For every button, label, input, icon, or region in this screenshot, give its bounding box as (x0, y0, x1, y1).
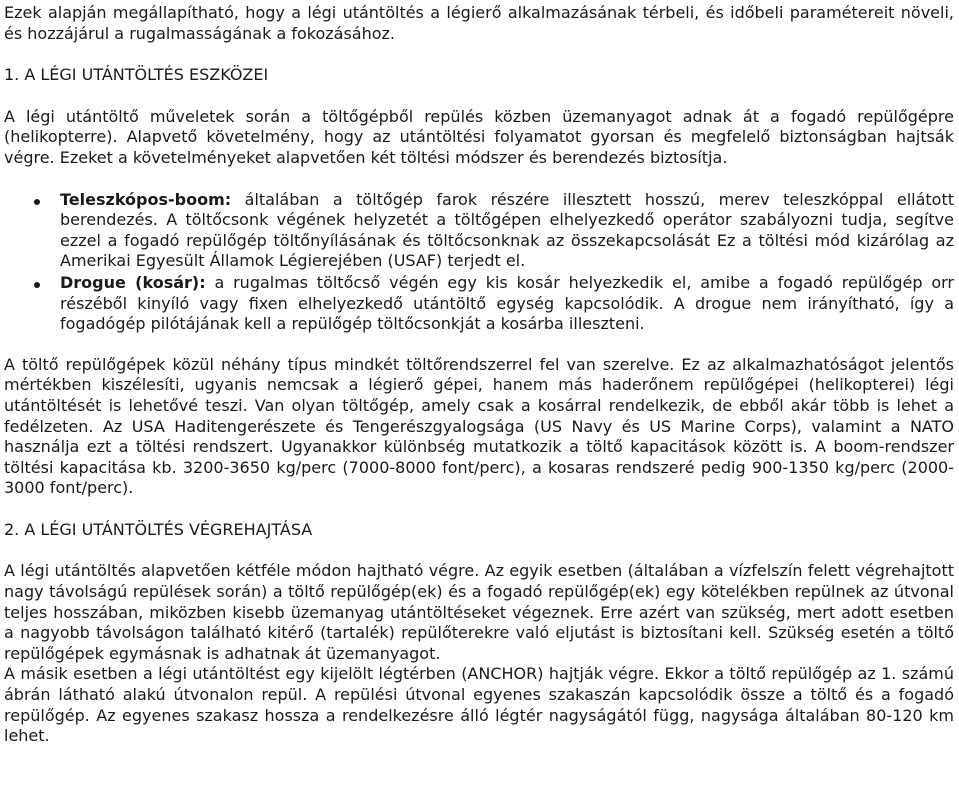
description-drogue: a rugalmas töltőcső végén egy kis kosár helyezkedik el, amibe a fogadó repülőgép orr részéből kinyíló vagy fixen elhelyezkedő utántöltő egység kapcsolódik. A drogue nem irányítható, így a fogadógép pilótájának kell a repülőgép töltőcsonkját a kosárba illeszteni. (60, 272, 954, 334)
refueling-methods-list (4, 190, 954, 335)
intro-paragraph: Ezek alapján megállapítható, hogy a légi utántöltés a légierő alkalmazásának térbeli, és időbeli paramétereit növeli, és hozzájárul a rugalmasságának a fokozásához. (4, 3, 954, 43)
term-drogue: Drogue (kosár): (60, 272, 206, 292)
list-item-drogue (4, 273, 954, 335)
bullet-icon (34, 282, 40, 288)
section1-paragraph-2: A töltő repülőgépek közül néhány típus mindkét töltőrendszerrel fel van szerelve. Ez az alkalmazhatóságot jelentős mértékben kiszélesíti, ugyanis nemcsak a légierő gépei, hanem más haderőnem repülőgépei (helikopterei) légi utántöltését is lehetővé teszi. Van olyan töltőgép, amely csak a kosárral rendelkezik, de ebből akár több is lehet a fedélzeten. Az USA Haditengerészete és Tengerészgyalogsága (US Navy és US Marine Corps), valamint a NATO használja ezt a töltési rendszert. Ugyanakkor különbség mutatkozik a töltő kapacitások között is. A boom-rendszer töltési kapacitása kb. 3200-3650 kg/perc (7000-8000 font/perc), a kosaras rendszeré pedig 900-1350 kg/perc (2000-3000 font/perc). (4, 354, 954, 498)
section2-paragraph-2: A másik esetben a légi utántöltést egy kijelölt légtérben (ANCHOR) hajtják végre. Ekkor a töltő repülőgép az 1. számú ábrán látható alakú útvonalon repül. A repülési útvonal egyenes szakaszán kapcsolódik össze a töltő és a fogadó repülőgép. Az egyenes szakasz hossza a rendelkezésre álló légtér nagyságától függ, nagysága általában 80-120 km lehet. (4, 664, 954, 746)
section1-paragraph-1: A légi utántöltő műveletek során a töltőgépből repülés közben üzemanyagot adnak át a fogadó repülőgépre (helikopterre). Alapvető követelmény, hogy az utántöltési folyamatot gyorsan és megfelelő biztonságban hajtsák végre. Ezeket a követelményeket alapvetően két töltési módszer és berendezés biztosítja. (4, 106, 954, 167)
term-boom: Teleszkópos-boom: (60, 189, 232, 209)
bullet-icon (34, 199, 40, 205)
document-page (4, 3, 954, 747)
description-boom: általában a töltőgép farok részére illesztett hosszú, merev teleszkóppal ellátott berendezés. A töltőcsonk végének helyzetét a töltőgépen elhelyezkedő operátor szabályozni tudja, segítve ezzel a fogadó repülőgép töltőnyílásának és töltőcsonknak az összekapcsolását Ez a töltési mód kizárólag az Amerikai Egyesült Államok Légierejében (USAF) terjedt el. (60, 189, 954, 271)
section2-paragraph-1: A légi utántöltés alapvetően kétféle módon hajtható végre. Az egyik esetben (általában a vízfelszín felett végrehajtott nagy távolságú repülések során) a töltő repülőgép(ek) és a fogadó repülőgép(ek) egy kötelékben repülnek az útvonal teljes hosszában, miközben kisebb üzemanyag utántöltéseket végeznek. Erre azért van szükség, mert adott esetben a nagyobb távolságon található kitérő (tartalék) repülőterekre való eljutást is biztosítani kell. Szükség esetén a töltő repülőgépek egymásnak is adhatnak át üzemanyagot. (4, 561, 954, 663)
list-item-boom (4, 190, 954, 272)
section-heading-1: 1. A LÉGI UTÁNTÖLTÉS ESZKÖZEI (4, 65, 269, 85)
section-heading-2: 2. A LÉGI UTÁNTÖLTÉS VÉGREHAJTÁSA (4, 519, 313, 539)
